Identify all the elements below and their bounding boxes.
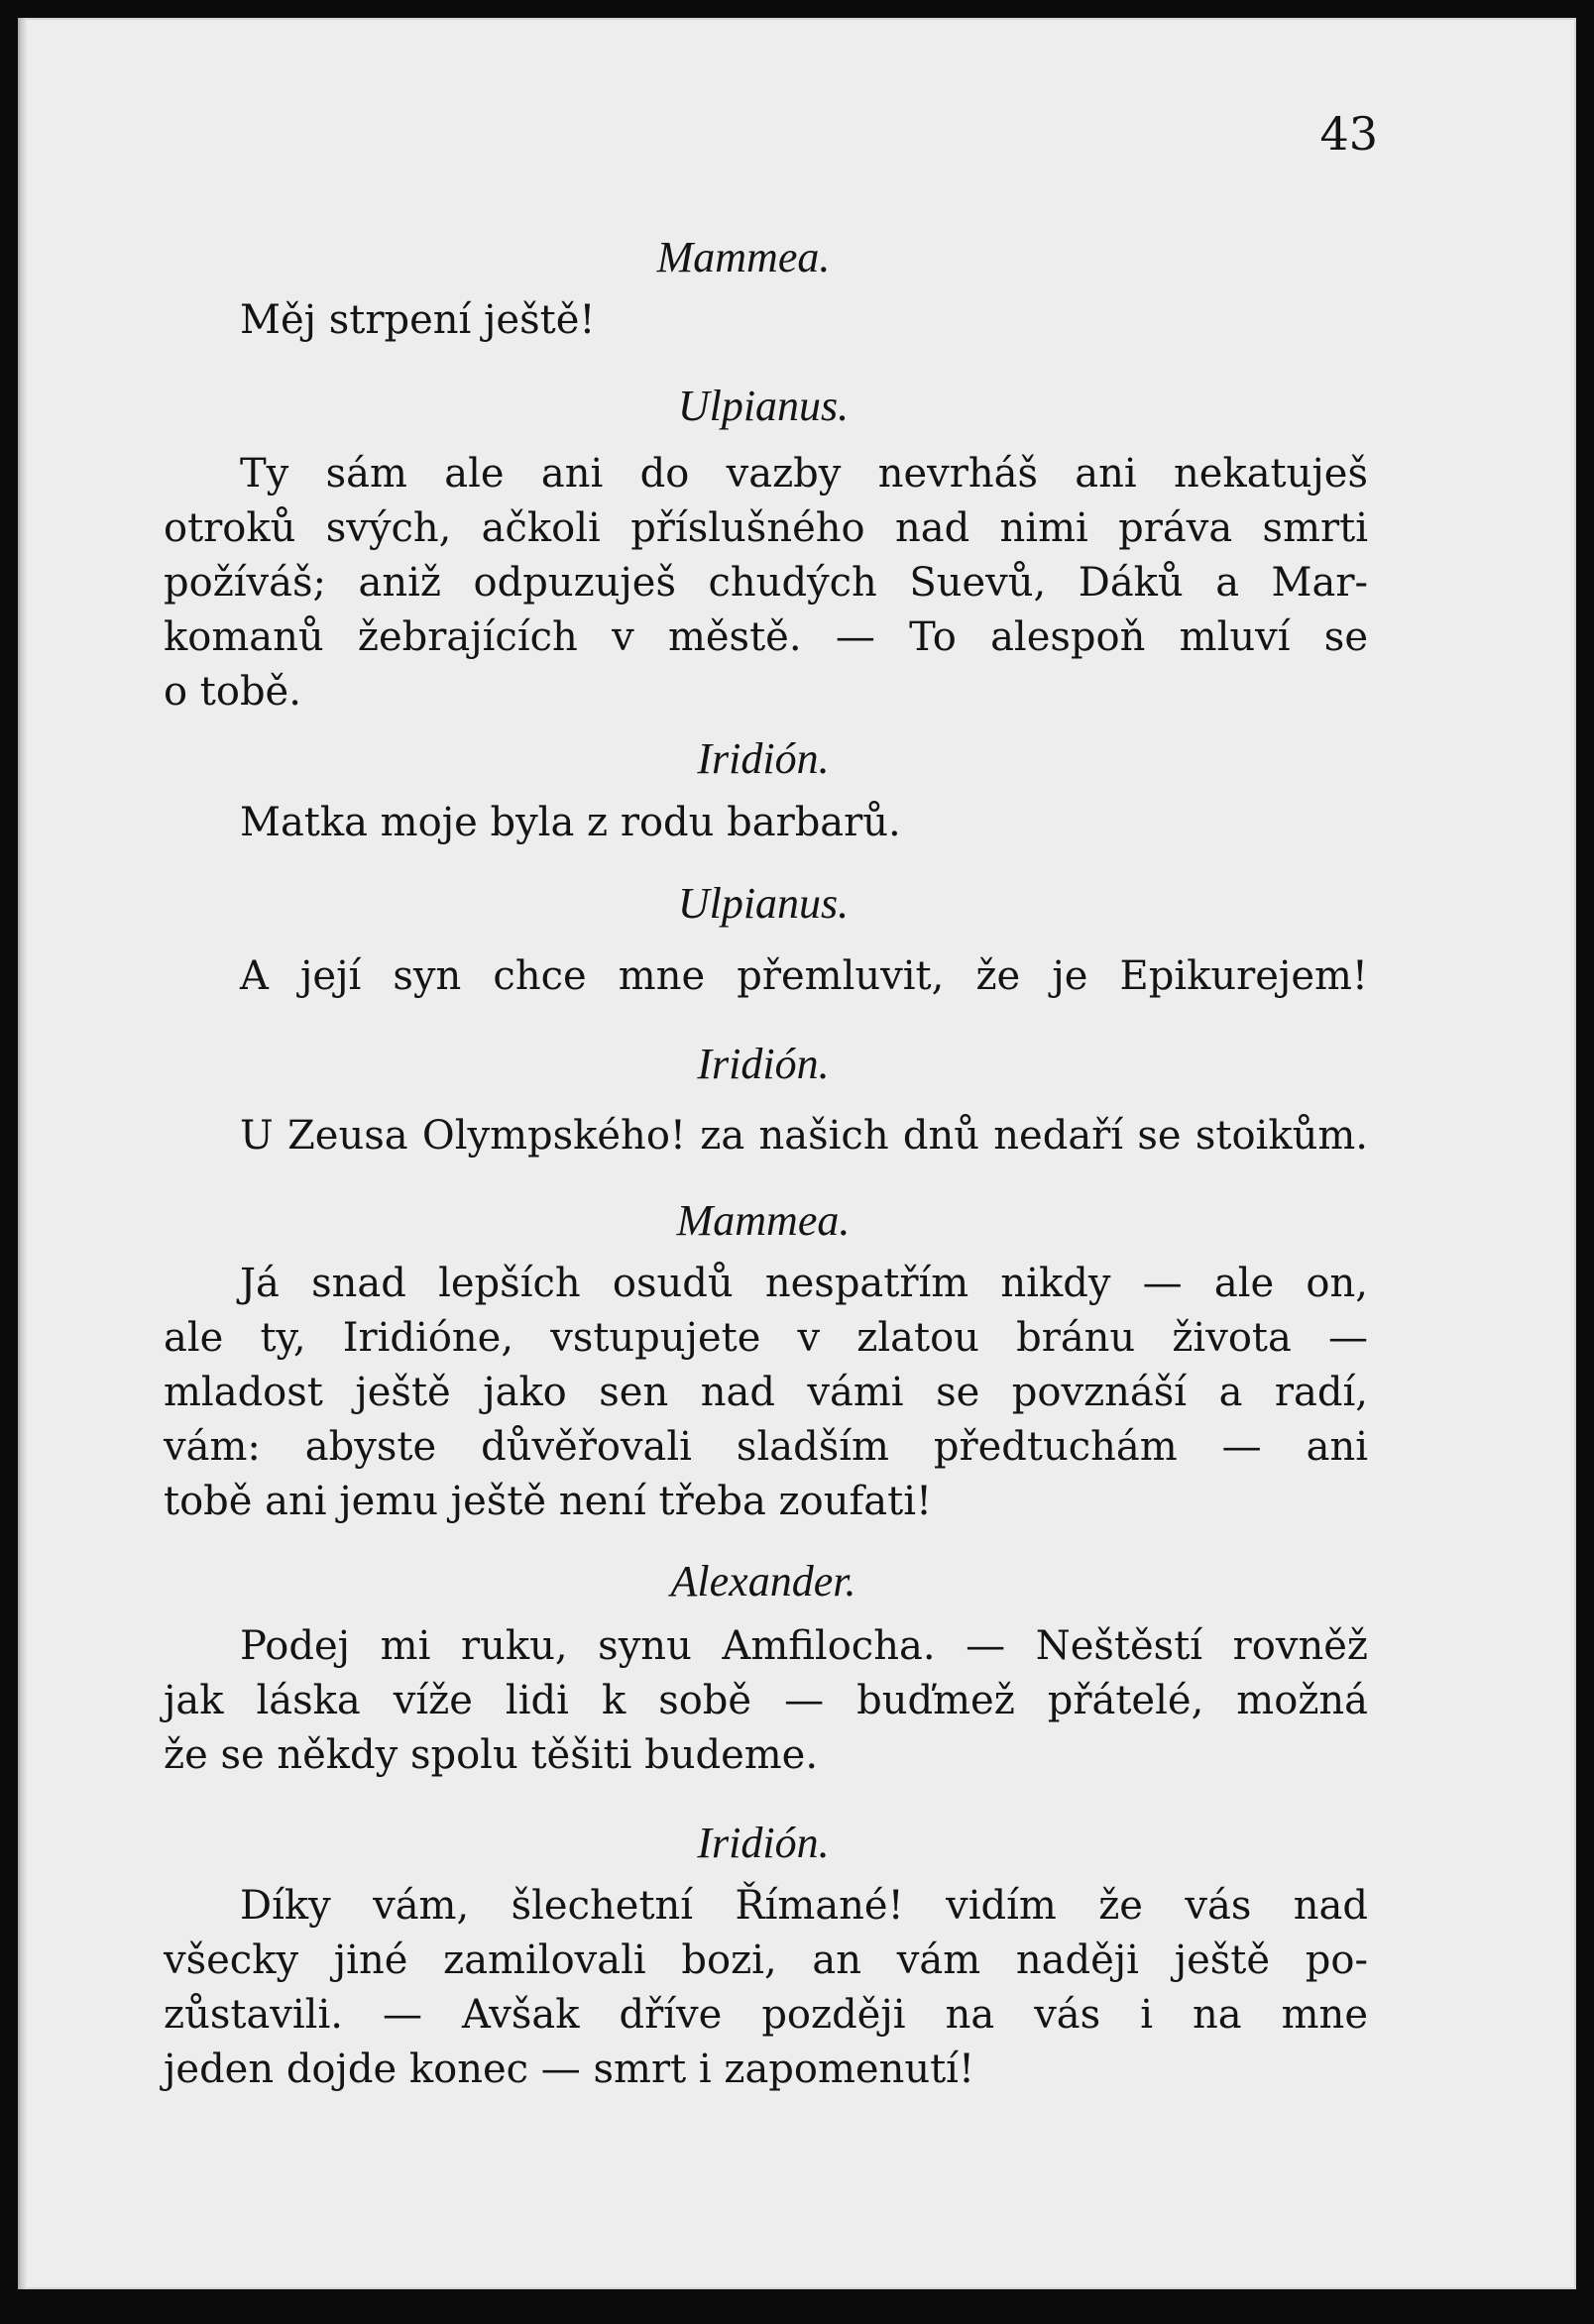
page-edge-shadow <box>18 18 28 2289</box>
dialogue-line: ale ty, Iridióne, vstupujete v zlatou bránu života — <box>164 1315 1368 1361</box>
speaker-ulpianus: Ulpianus. <box>677 879 850 928</box>
dialogue-line: požíváš; aniž odpuzuješ chudých Suevů, Dáků a Mar- <box>164 560 1368 606</box>
dialogue-line: Díky vám, šlechetní Římané! vidím že vás nad <box>240 1883 1368 1929</box>
dialogue-line: zůstavili. — Avšak dříve později na vás i na mne <box>164 1992 1368 2038</box>
speaker-alexander: Alexander. <box>670 1557 856 1605</box>
dialogue-line: Matka moje byla z rodu barbarů. <box>240 800 901 845</box>
dialogue-line: Měj strpení ještě! <box>240 297 596 343</box>
dialogue-line: že se někdy spolu těšiti budeme. <box>164 1732 819 1778</box>
speaker-mammea: Mammea. <box>676 1196 851 1245</box>
speaker-iridion: Iridión. <box>697 1040 830 1088</box>
dialogue-line: Já snad lepších osudů nespatřím nikdy — ale on, <box>240 1261 1368 1306</box>
speaker-mammea: Mammea. <box>656 233 831 281</box>
dialogue-line: jak láska víže lidi k sobě — buďmež přátelé, možná <box>164 1678 1368 1723</box>
dialogue-line: mladost ještě jako sen nad vámi se povznáší a radí, <box>164 1370 1368 1415</box>
dialogue-line: o tobě. <box>164 669 301 715</box>
dialogue-line: tobě ani jemu ještě není třeba zoufati! <box>164 1479 933 1524</box>
dialogue-line: U Zeusa Olympského! za našich dnů nedaří se stoikům. <box>240 1113 1368 1159</box>
page-number: 43 <box>1319 107 1378 161</box>
dialogue-line: komanů žebrajících v městě. — To alespoň mluví se <box>164 614 1368 660</box>
dialogue-line: A její syn chce mne přemluvit, že je Epikurejem! <box>240 953 1368 999</box>
dialogue-line: Podej mi ruku, synu Amfilocha. — Neštěstí rovněž <box>240 1623 1368 1669</box>
speaker-iridion: Iridión. <box>697 734 830 783</box>
speaker-ulpianus: Ulpianus. <box>677 382 850 430</box>
dialogue-line: jeden dojde konec — smrt i zapomenutí! <box>164 2047 975 2092</box>
dialogue-line: otroků svých, ačkoli příslušného nad nimi práva smrti <box>164 505 1368 551</box>
dialogue-line: vám: abyste důvěřovali sladším předtuchám — ani <box>164 1424 1368 1470</box>
dialogue-line: Ty sám ale ani do vazby nevrháš ani nekatuješ <box>240 451 1368 497</box>
speaker-iridion: Iridión. <box>697 1819 830 1867</box>
dialogue-line: všecky jiné zamilovali bozi, an vám naději ještě po- <box>164 1937 1368 1983</box>
